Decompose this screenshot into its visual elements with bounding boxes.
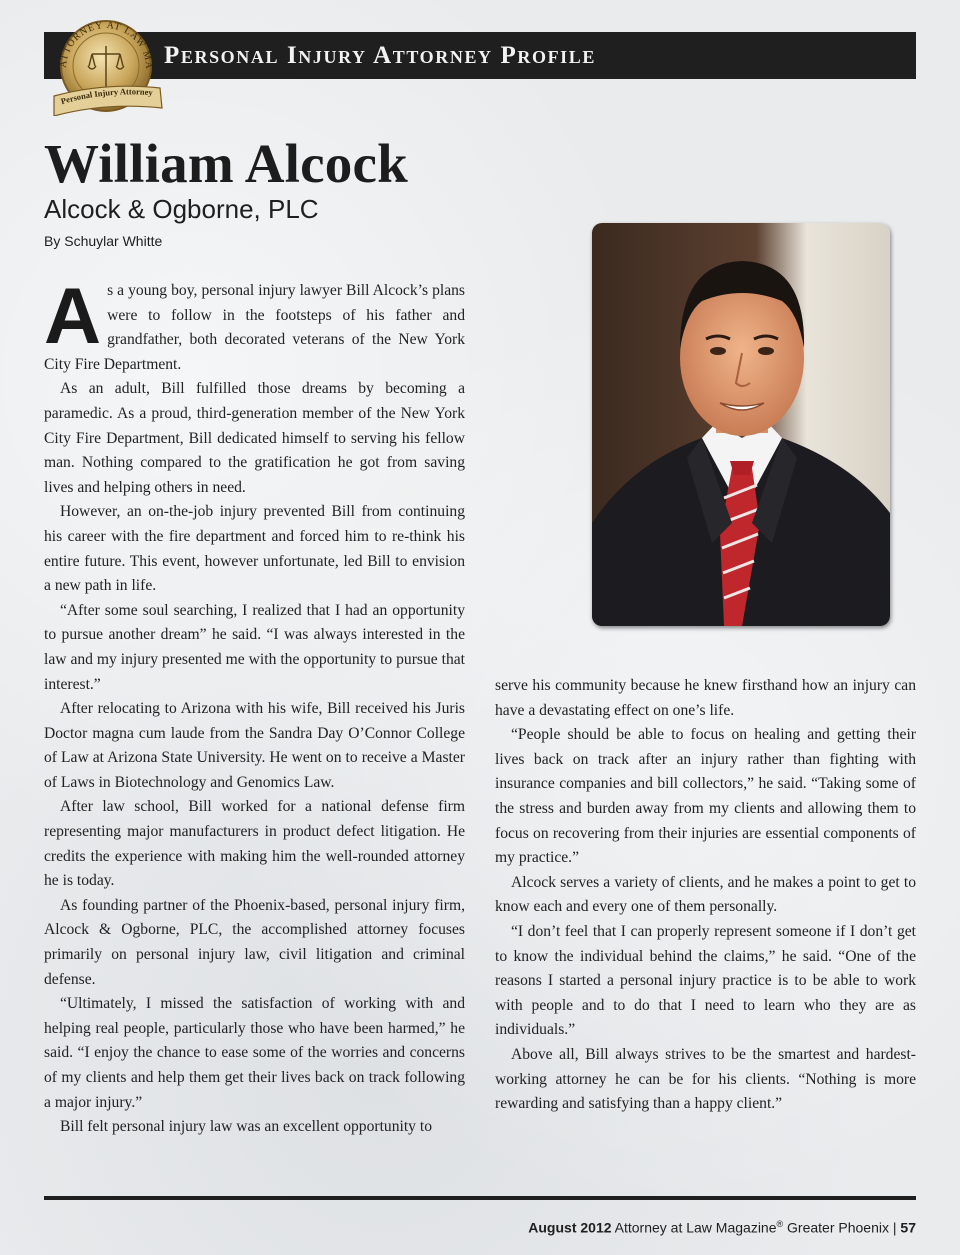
page-footer xyxy=(528,1219,916,1236)
attorney-portrait xyxy=(592,223,890,626)
attorney-name: William Alcock xyxy=(44,133,408,194)
footer-rule xyxy=(44,1196,916,1200)
paragraph: “Ultimately, I missed the satisfaction of working with and helping real people, particularly those who have been harmed,” he said. “I enjoy the chance to ease some of the worries and concerns of my clients and help them get their lives back on track following a major injury.” xyxy=(44,995,465,1111)
paragraph: serve his community because he knew firsthand how an injury can have a devastating effect on one’s life. xyxy=(495,677,916,719)
article-column-left xyxy=(44,271,465,1140)
paragraph: As an adult, Bill fulfilled those dreams by becoming a paramedic. As a proud, third-generation member of the New York City Fire Department, Bill dedicated himself to serving his fellow man. Nothing compared to the gratification he got from saving lives and helping others in need. xyxy=(44,380,465,496)
paragraph: After relocating to Arizona with his wife, Bill received his Juris Doctor magna cum laude from the Sandra Day O’Connor College of Law at Arizona State University. He went on to receive a Master of Laws in Biotechnology and Genomics Law. xyxy=(44,700,465,791)
paragraph: As founding partner of the Phoenix-based, personal injury firm, Alcock & Ogborne, PLC, the accomplished attorney focuses primarily on personal injury law, civil litigation and criminal defense. xyxy=(44,896,465,988)
seal-arc-text: ATTORNEY AT LAW MA xyxy=(57,19,155,70)
seal-ribbon-text: Personal Injury Attorney xyxy=(59,86,154,107)
registered-mark: ® xyxy=(776,1219,784,1229)
paragraph: “I don’t feel that I can properly represent someone if I don’t get to know the individual behind the claims,” he said. “One of the reasons I started a personal injury practice is to be able to work with people and to do that I need to learn who they are as individuals.” xyxy=(495,922,916,1039)
paragraph: After law school, Bill worked for a national defense firm representing major manufacturers in product defect litigation. He credits the experience with making him the well-rounded attorney he is today. xyxy=(44,798,465,890)
byline: By Schuylar Whitte xyxy=(44,233,163,249)
paragraph: “After some soul searching, I realized that I had an opportunity to pursue another dream” he said. “I was always interested in the law and my injury presented me with the opportunity to pursue that interest.” xyxy=(44,601,465,693)
paragraph: However, an on-the-job injury prevented Bill from continuing his career with the fire department and forced him to re-think his entire future. This event, however unfortunate, led Bill to envision a new path in life. xyxy=(44,503,465,595)
paragraph: As a young boy, personal injury lawyer Bill Alcock’s plans were to follow in the footsteps of his father and grandfather, both decorated veterans of the New York City Fire Department. xyxy=(44,271,465,373)
footer-edition: Greater Phoenix xyxy=(787,1219,889,1236)
magazine-seal-logo xyxy=(48,16,164,116)
footer-magazine: Attorney at Law Magazine xyxy=(614,1219,777,1236)
paragraph: Alcock serves a variety of clients, and he makes a point to get to know each and every one of them personally. xyxy=(495,873,916,916)
footer-separator: | xyxy=(892,1219,897,1236)
paragraph: Above all, Bill always strives to be the smartest and hardest-working attorney he can be for his clients. “Nothing is more rewarding and satisfying than a happy client.” xyxy=(495,1045,916,1113)
section-title: Personal Injury Attorney Profile xyxy=(164,42,596,69)
firm-name: Alcock & Ogborne, PLC xyxy=(44,194,319,224)
paragraph: “People should be able to focus on healing and getting their lives back on track after an injury rather than fighting with insurance companies and bill collectors,” he said. “Taking some of the stress and burden away from my clients and allowing them to focus on recovering from their injuries are essential components of my practice.” xyxy=(495,726,916,867)
article-column-right xyxy=(495,674,916,1117)
drop-cap: A xyxy=(44,271,102,360)
paragraph: Bill felt personal injury law was an excellent opportunity to xyxy=(60,1118,432,1136)
page-number: 57 xyxy=(900,1219,916,1236)
footer-issue: August 2012 xyxy=(528,1219,612,1236)
